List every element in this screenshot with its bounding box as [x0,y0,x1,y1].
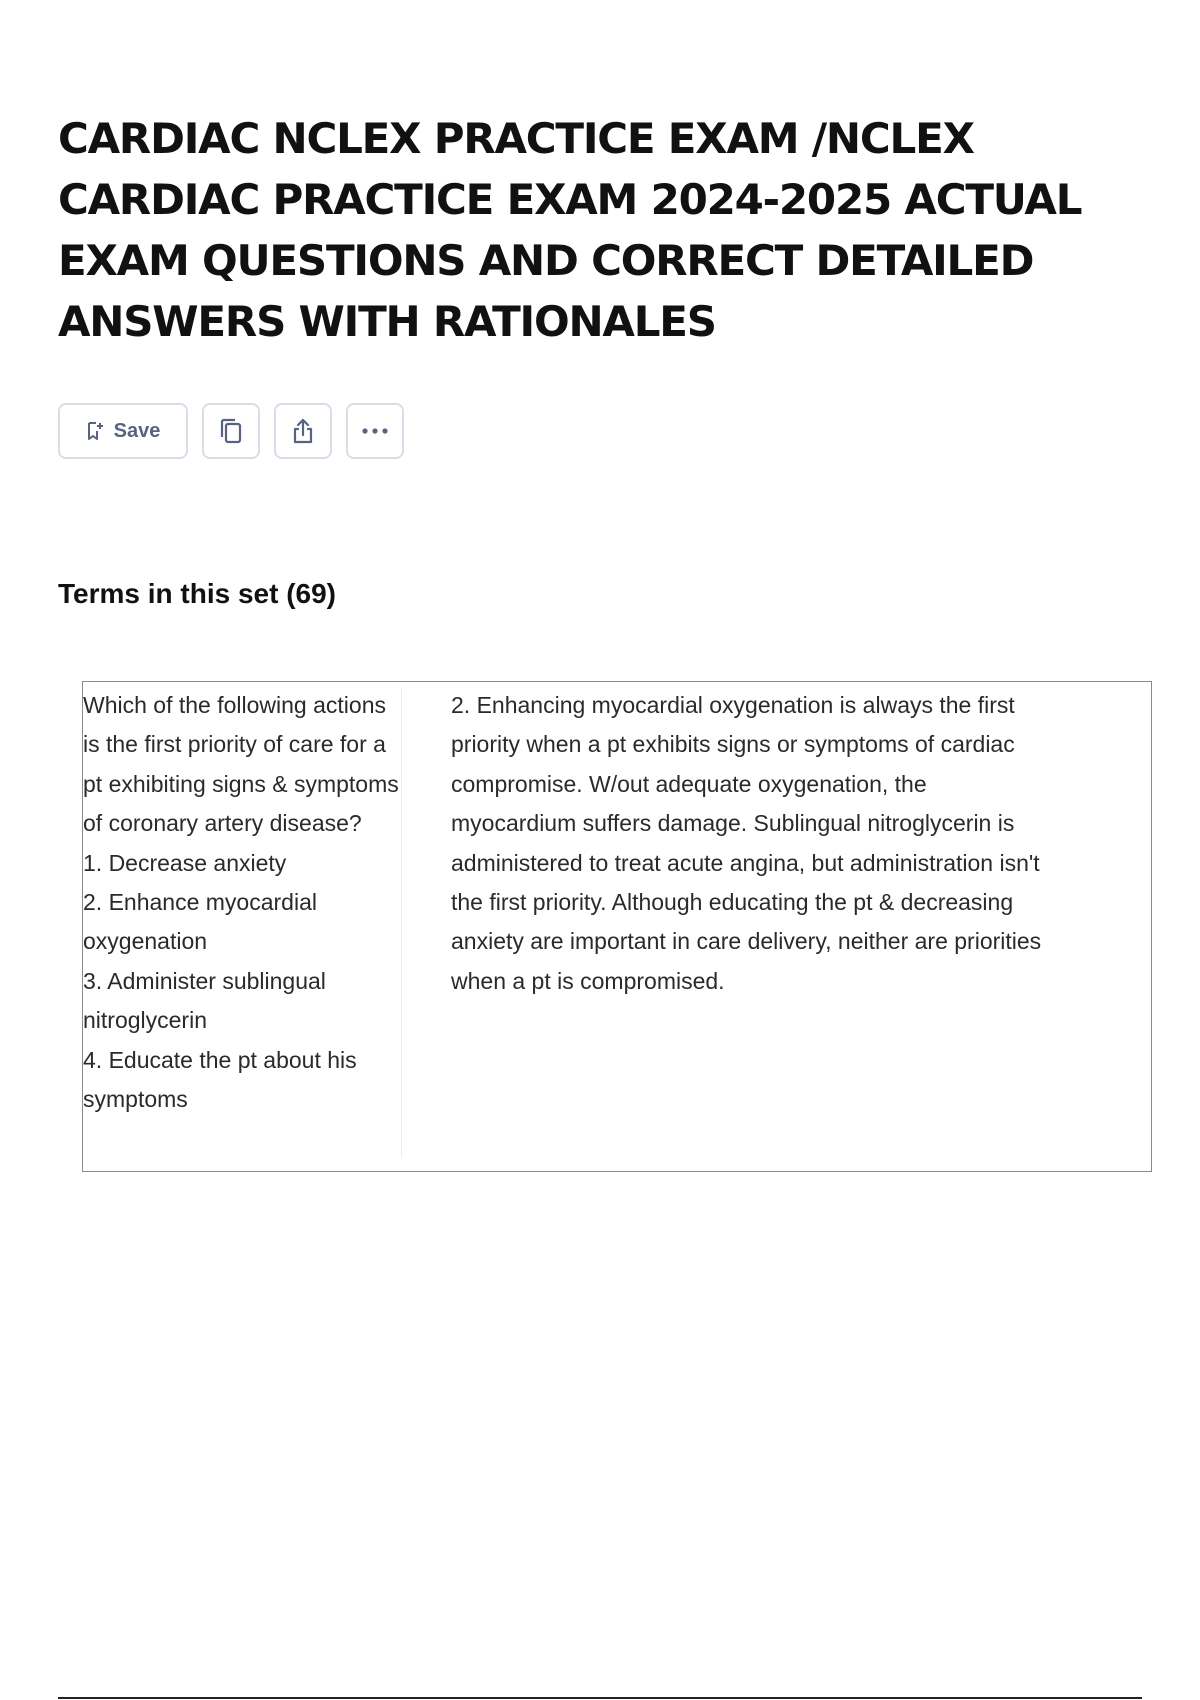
footer-rule [58,1697,1142,1699]
share-icon [290,417,316,445]
term-answer: 2. Enhancing myocardial oxygenation is always the first priority when a pt exhibits signs or symptoms of cardiac compromise. W/out adequate oxygenation, the myocardium suffers damage. Sublingual nitroglycerin is administered to treat acute angina, but administration isn't the first priority. Although educating the pt & decreasing anxiety are important in care delivery, neither are priorities when a pt is compromised. [451,692,1042,994]
term-divider [401,688,402,1158]
copy-button[interactable] [202,403,260,459]
page-title: CARDIAC NCLEX PRACTICE EXAM /NCLEX CARDIAC PRACTICE EXAM 2024-2025 ACTUAL EXAM QUESTIONS AND CORRECT DETAILED ANSWERS WITH RATIONALES [58,114,1082,346]
save-button[interactable] [58,403,188,459]
ellipsis-icon [361,427,389,435]
bookmark-plus-icon [86,421,104,441]
save-label: Save [113,419,161,442]
share-button[interactable] [274,403,332,459]
term-card [82,681,1152,1172]
more-options-button[interactable] [346,403,404,459]
terms-heading: Terms in this set (69) [58,578,337,609]
term-question: Which of the following actions is the first priority of care for a pt exhibiting signs & symptoms of coronary artery disease? 1. Decrease anxiety 2. Enhance myocardial oxygenation 3. Administer sublingual nitroglycerin 4. Educate the pt about his symptoms [83,692,399,1113]
copy-icon [218,417,244,445]
